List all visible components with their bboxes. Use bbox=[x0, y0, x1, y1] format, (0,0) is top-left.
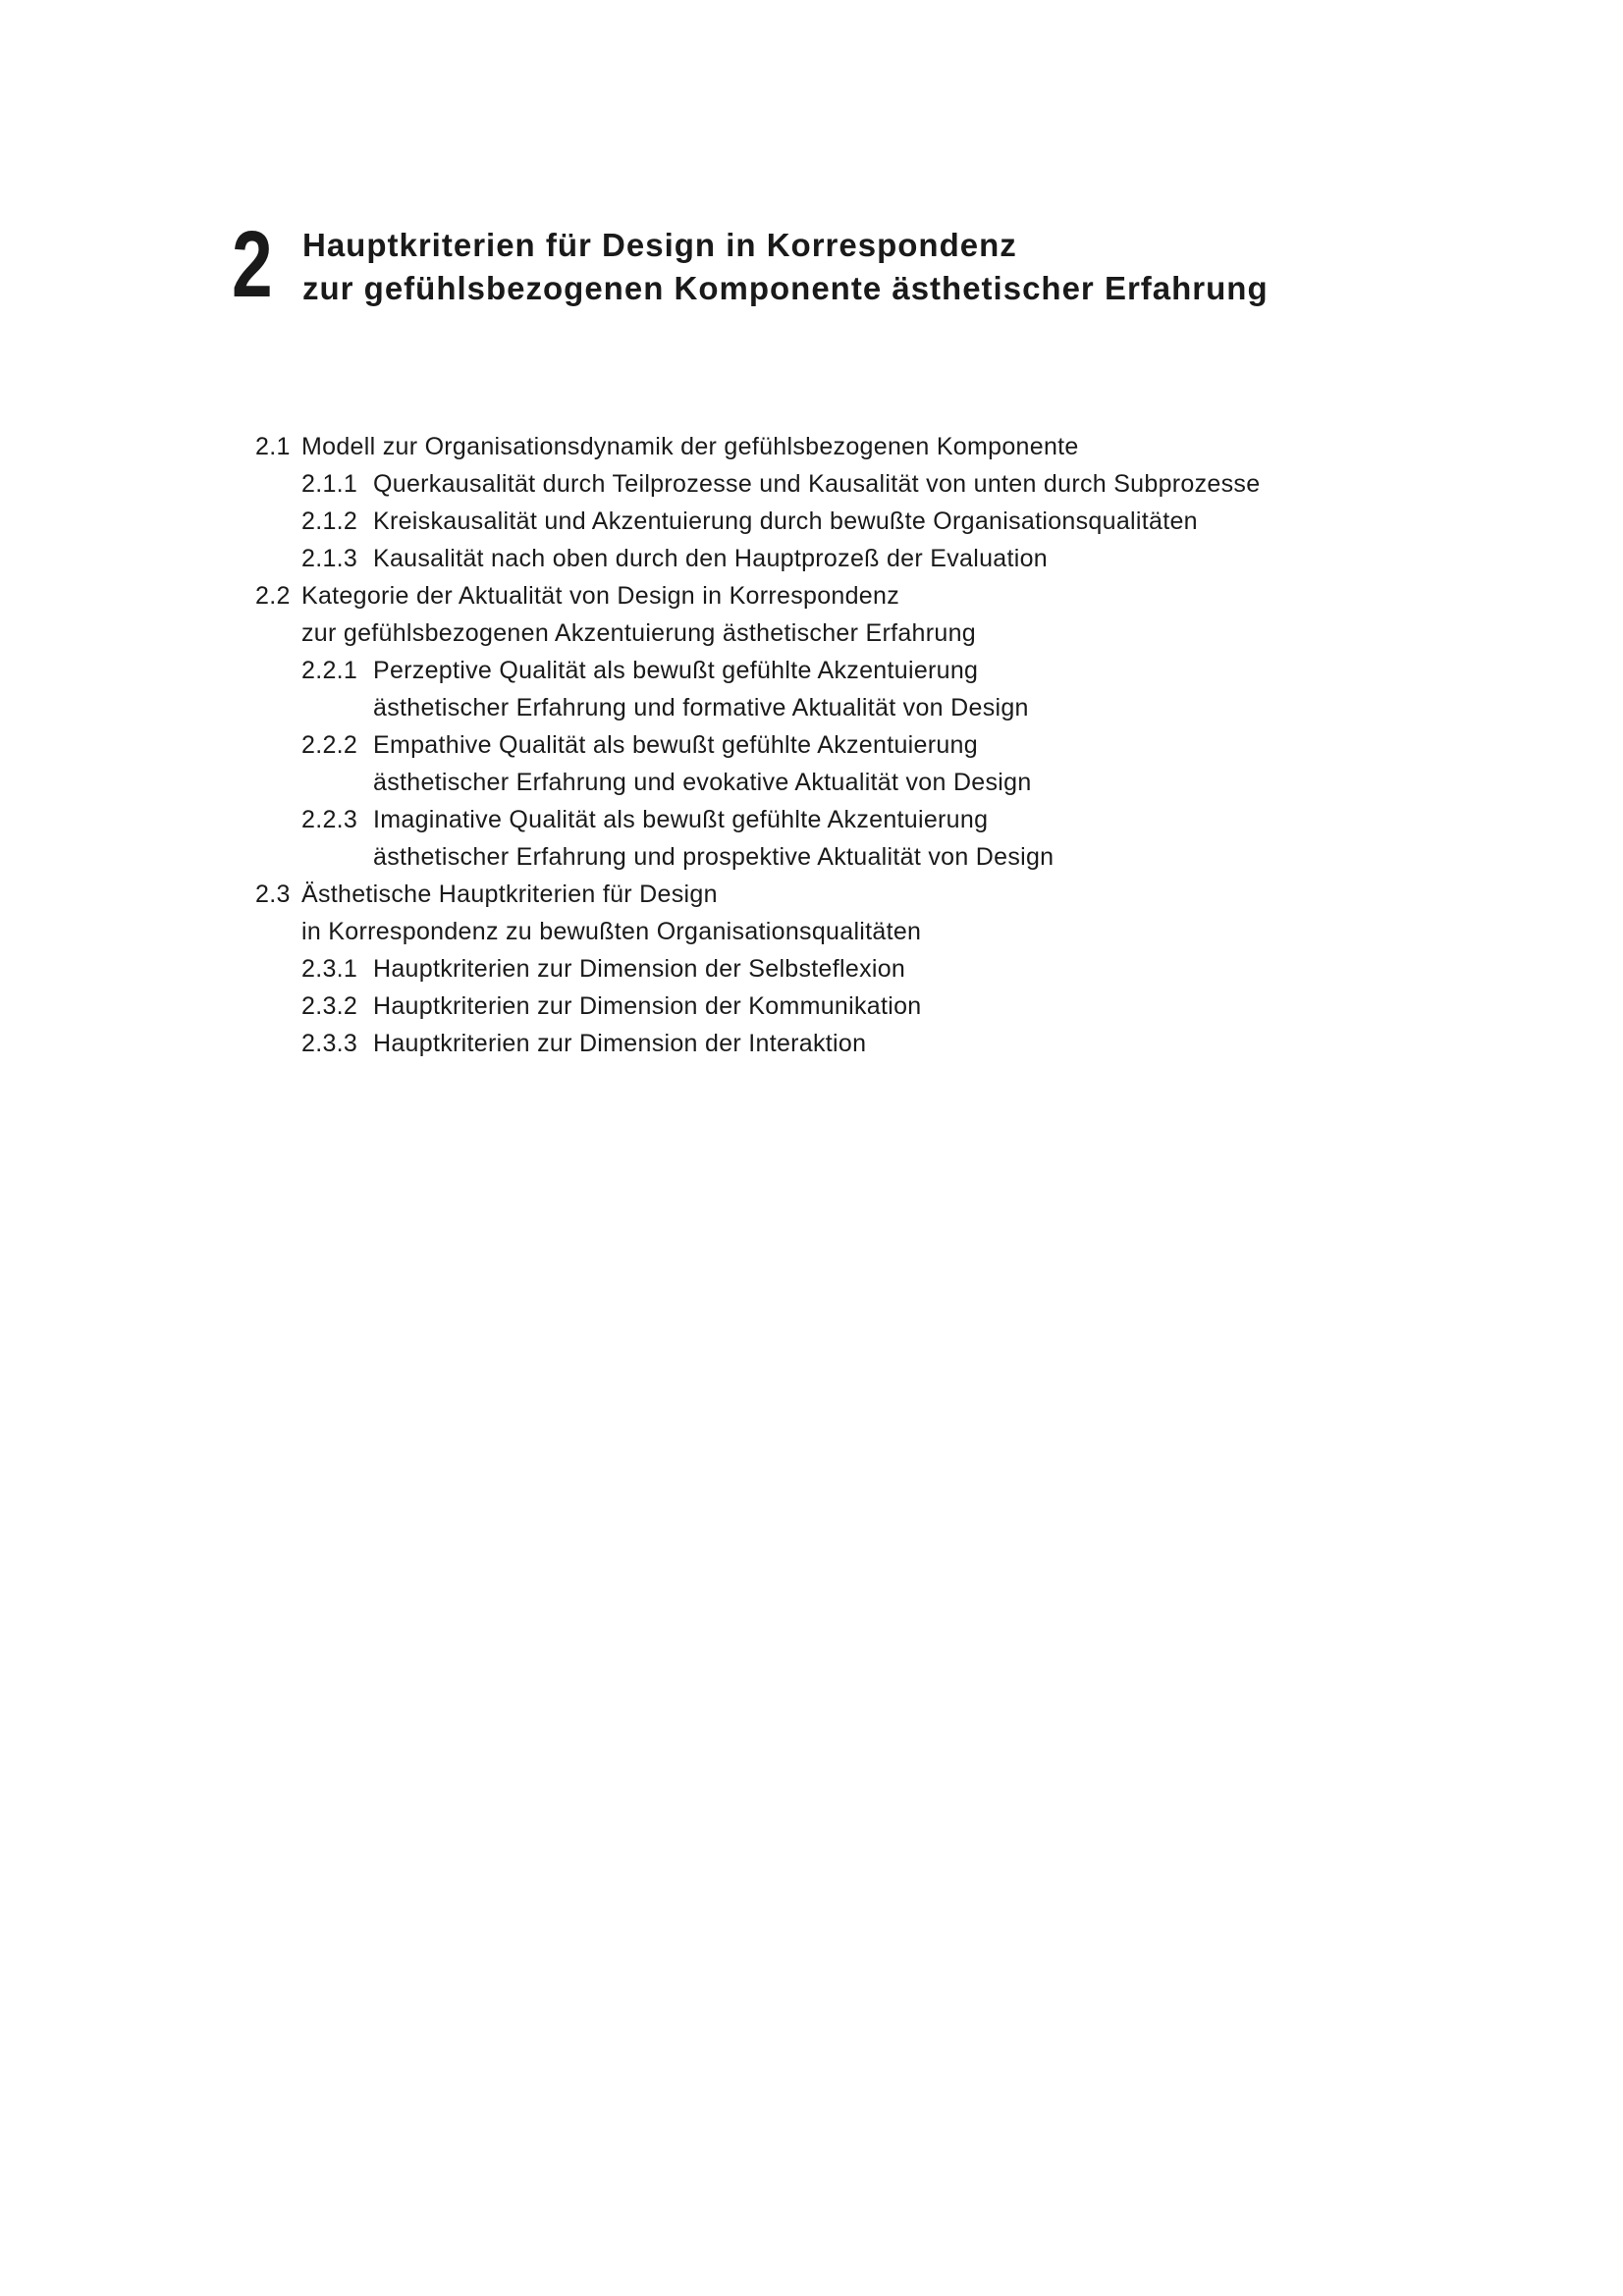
toc-entry-title: Imaginative Qualität als bewußt gefühlte Akzentuierung bbox=[373, 806, 989, 833]
toc-entry-title: Modell zur Organisationsdynamik der gefühlsbezogenen Komponente bbox=[301, 433, 1079, 460]
toc-entry-2-3-3[interactable] bbox=[255, 1025, 1532, 1062]
toc-entry-number: 2.1.1 bbox=[301, 470, 358, 498]
toc-entry-title: Hauptkriterien zur Dimension der Kommunikation bbox=[373, 992, 922, 1020]
chapter-title-line-2: zur gefühlsbezogenen Komponente ästhetischer Erfahrung bbox=[302, 270, 1269, 306]
toc-entry-number: 2.2.3 bbox=[301, 806, 358, 833]
toc-entry-2-2-1-continuation bbox=[255, 689, 1532, 726]
toc-entry-number: 2.1.2 bbox=[301, 507, 358, 535]
toc-entry-number: 2.3.3 bbox=[301, 1030, 358, 1057]
toc-entry-title: Kategorie der Aktualität von Design in Korrespondenz bbox=[301, 582, 900, 610]
chapter-header bbox=[232, 212, 1508, 317]
toc-entry-2-2-3[interactable] bbox=[255, 801, 1532, 838]
toc-entry-title-continuation: zur gefühlsbezogenen Akzentuierung ästhetischer Erfahrung bbox=[301, 619, 976, 647]
toc-entry-title-continuation: in Korrespondenz zu bewußten Organisationsqualitäten bbox=[301, 918, 922, 945]
toc-entry-2-3-2[interactable] bbox=[255, 988, 1532, 1025]
toc-entry-title-continuation: ästhetischer Erfahrung und prospektive Aktualität von Design bbox=[373, 843, 1055, 871]
chapter-number: 2 bbox=[232, 212, 273, 317]
toc-entry-2-2[interactable] bbox=[255, 577, 1532, 614]
toc-entry-2-1[interactable] bbox=[255, 428, 1532, 465]
toc-entry-title: Perzeptive Qualität als bewußt gefühlte Akzentuierung bbox=[373, 657, 979, 684]
toc-entry-2-2-1[interactable] bbox=[255, 652, 1532, 689]
toc-entry-number: 2.3.1 bbox=[301, 955, 358, 983]
toc-entry-number: 2.1 bbox=[255, 433, 291, 460]
toc-entry-title: Querkausalität durch Teilprozesse und Kausalität von unten durch Subprozesse bbox=[373, 470, 1261, 498]
toc-entry-title: Kreiskausalität und Akzentuierung durch bewußte Organisationsqualitäten bbox=[373, 507, 1198, 535]
toc-entry-title: Kausalität nach oben durch den Hauptprozeß der Evaluation bbox=[373, 545, 1048, 572]
toc-entry-2-1-3[interactable] bbox=[255, 540, 1532, 577]
toc-entry-number: 2.2.1 bbox=[301, 657, 358, 684]
toc-entry-number: 2.3.2 bbox=[301, 992, 358, 1020]
toc-entry-2-2-continuation bbox=[255, 614, 1532, 652]
toc-entry-title: Ästhetische Hauptkriterien für Design bbox=[301, 881, 718, 908]
table-of-contents bbox=[255, 428, 1532, 1062]
toc-entry-number: 2.2.2 bbox=[301, 731, 358, 759]
toc-entry-number: 2.2 bbox=[255, 582, 291, 610]
toc-entry-2-2-3-continuation bbox=[255, 838, 1532, 876]
toc-entry-2-3-1[interactable] bbox=[255, 950, 1532, 988]
toc-entry-2-2-2[interactable] bbox=[255, 726, 1532, 764]
toc-entry-2-3-continuation bbox=[255, 913, 1532, 950]
toc-entry-2-2-2-continuation bbox=[255, 764, 1532, 801]
chapter-title bbox=[302, 224, 1269, 310]
toc-entry-2-3[interactable] bbox=[255, 876, 1532, 913]
toc-entry-number: 2.1.3 bbox=[301, 545, 358, 572]
toc-entry-title: Hauptkriterien zur Dimension der Selbsteflexion bbox=[373, 955, 906, 983]
toc-entry-title: Empathive Qualität als bewußt gefühlte Akzentuierung bbox=[373, 731, 978, 759]
chapter-title-line-1: Hauptkriterien für Design in Korrespondenz bbox=[302, 227, 1017, 263]
toc-entry-number: 2.3 bbox=[255, 881, 291, 908]
toc-entry-2-1-1[interactable] bbox=[255, 465, 1532, 503]
toc-entry-title-continuation: ästhetischer Erfahrung und evokative Aktualität von Design bbox=[373, 769, 1032, 796]
toc-entry-2-1-2[interactable] bbox=[255, 503, 1532, 540]
toc-entry-title: Hauptkriterien zur Dimension der Interaktion bbox=[373, 1030, 867, 1057]
toc-entry-title-continuation: ästhetischer Erfahrung und formative Aktualität von Design bbox=[373, 694, 1029, 721]
